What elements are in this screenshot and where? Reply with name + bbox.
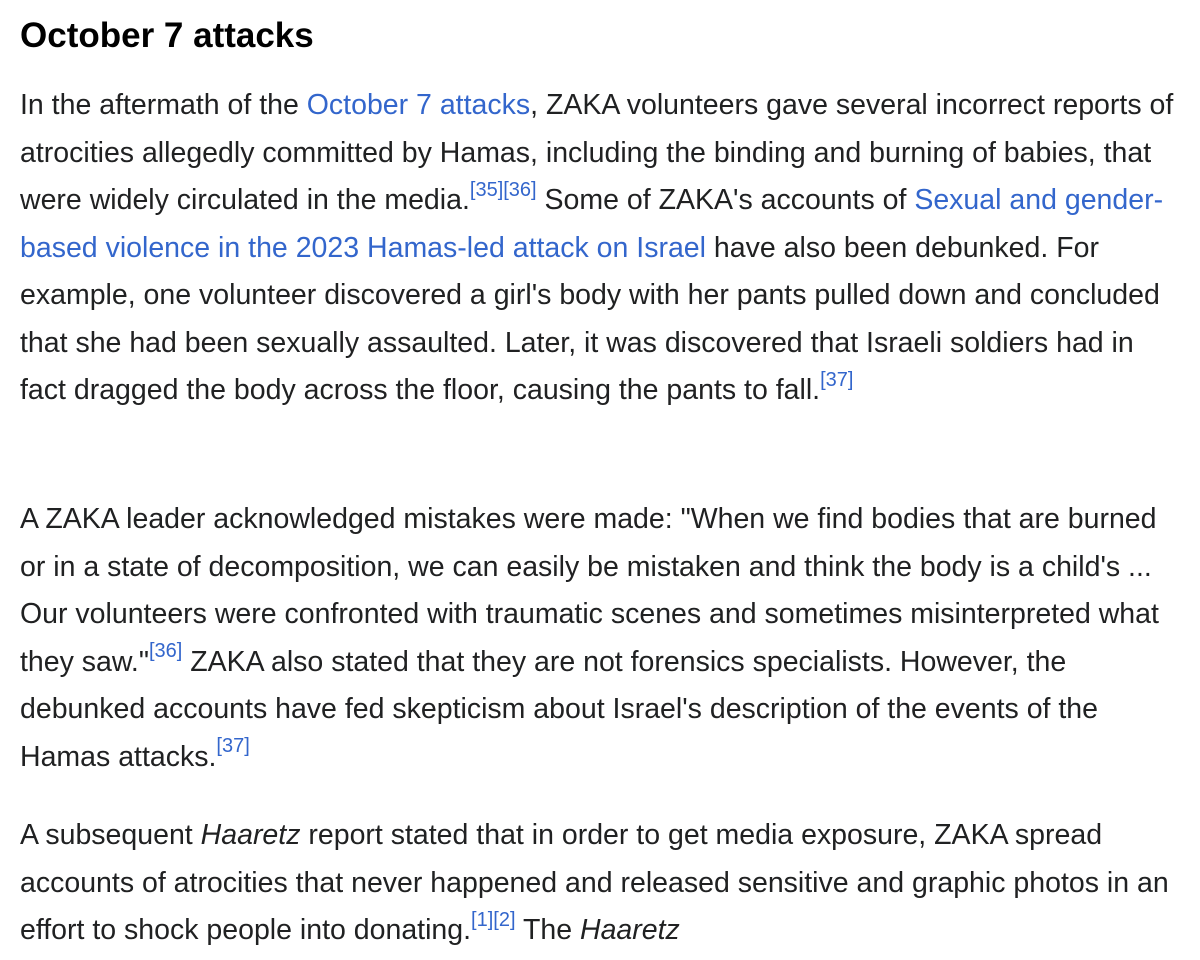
section-heading: October 7 attacks: [20, 16, 314, 55]
link-sexual-violence-article[interactable]: Sexual and gender-based violence in the 2023 Hamas-led attack on Israel: [20, 184, 1164, 264]
citation-2[interactable]: [493, 909, 515, 931]
citation-link[interactable]: [36]: [148, 640, 183, 662]
paragraph-3: [20, 812, 1182, 955]
publication-name: Haaretz: [200, 819, 301, 851]
text: In the aftermath of the: [20, 89, 307, 121]
text: report stated that in order to get media exposure, ZAKA spread accounts of atrocities that never happened and released sensitive and graphic photos in an effort to shock people into donating.: [20, 819, 1169, 946]
text: A ZAKA leader acknowledged mistakes were made: "When we find bodies that are burned or in a state of decomposition, we can easily be mistaken and think the body is a child's ... Our volunteers were confronted with traumatic scenes and sometimes misinterpreted what they saw.": [20, 503, 1159, 678]
citation-37[interactable]: [820, 369, 853, 391]
paragraph-2: [20, 496, 1182, 781]
citation-link[interactable]: [35]: [469, 178, 504, 201]
text: The: [515, 914, 580, 946]
citation-36[interactable]: [503, 179, 536, 201]
citation-1[interactable]: [471, 909, 493, 931]
citation-35[interactable]: [470, 179, 503, 201]
citation-37[interactable]: [216, 735, 249, 757]
text: Some of ZAKA's accounts of: [536, 184, 915, 216]
citation-link[interactable]: [36]: [503, 178, 537, 201]
text: , ZAKA volunteers gave several incorrect reports of atrocities allegedly committed by Hamas, including the binding and burning of babies, that were widely circulated in the media.: [20, 89, 1174, 216]
text: A subsequent: [20, 819, 201, 851]
citation-link[interactable]: [37]: [820, 368, 854, 391]
link-october-7-attacks[interactable]: October 7 attacks: [306, 89, 531, 121]
citation-link[interactable]: [2]: [493, 908, 516, 931]
citation-link[interactable]: [1]: [471, 908, 494, 931]
publication-name: Haaretz: [579, 914, 680, 946]
text: have also been debunked. For example, one volunteer discovered a girl's body with her pants pulled down and concluded that she had been sexually assaulted. Later, it was discovered that Israeli soldiers had in fact dragged the body across the floor, causing the pants to fall.: [20, 231, 1160, 406]
citation-link[interactable]: [37]: [216, 735, 250, 757]
text: ZAKA also stated that they are not forensics specialists. However, the debunked accounts have fed skepticism about Israel's description of the events of the Hamas attacks.: [20, 645, 1099, 773]
paragraph-1: [20, 82, 1182, 415]
citation-36[interactable]: [149, 640, 182, 662]
